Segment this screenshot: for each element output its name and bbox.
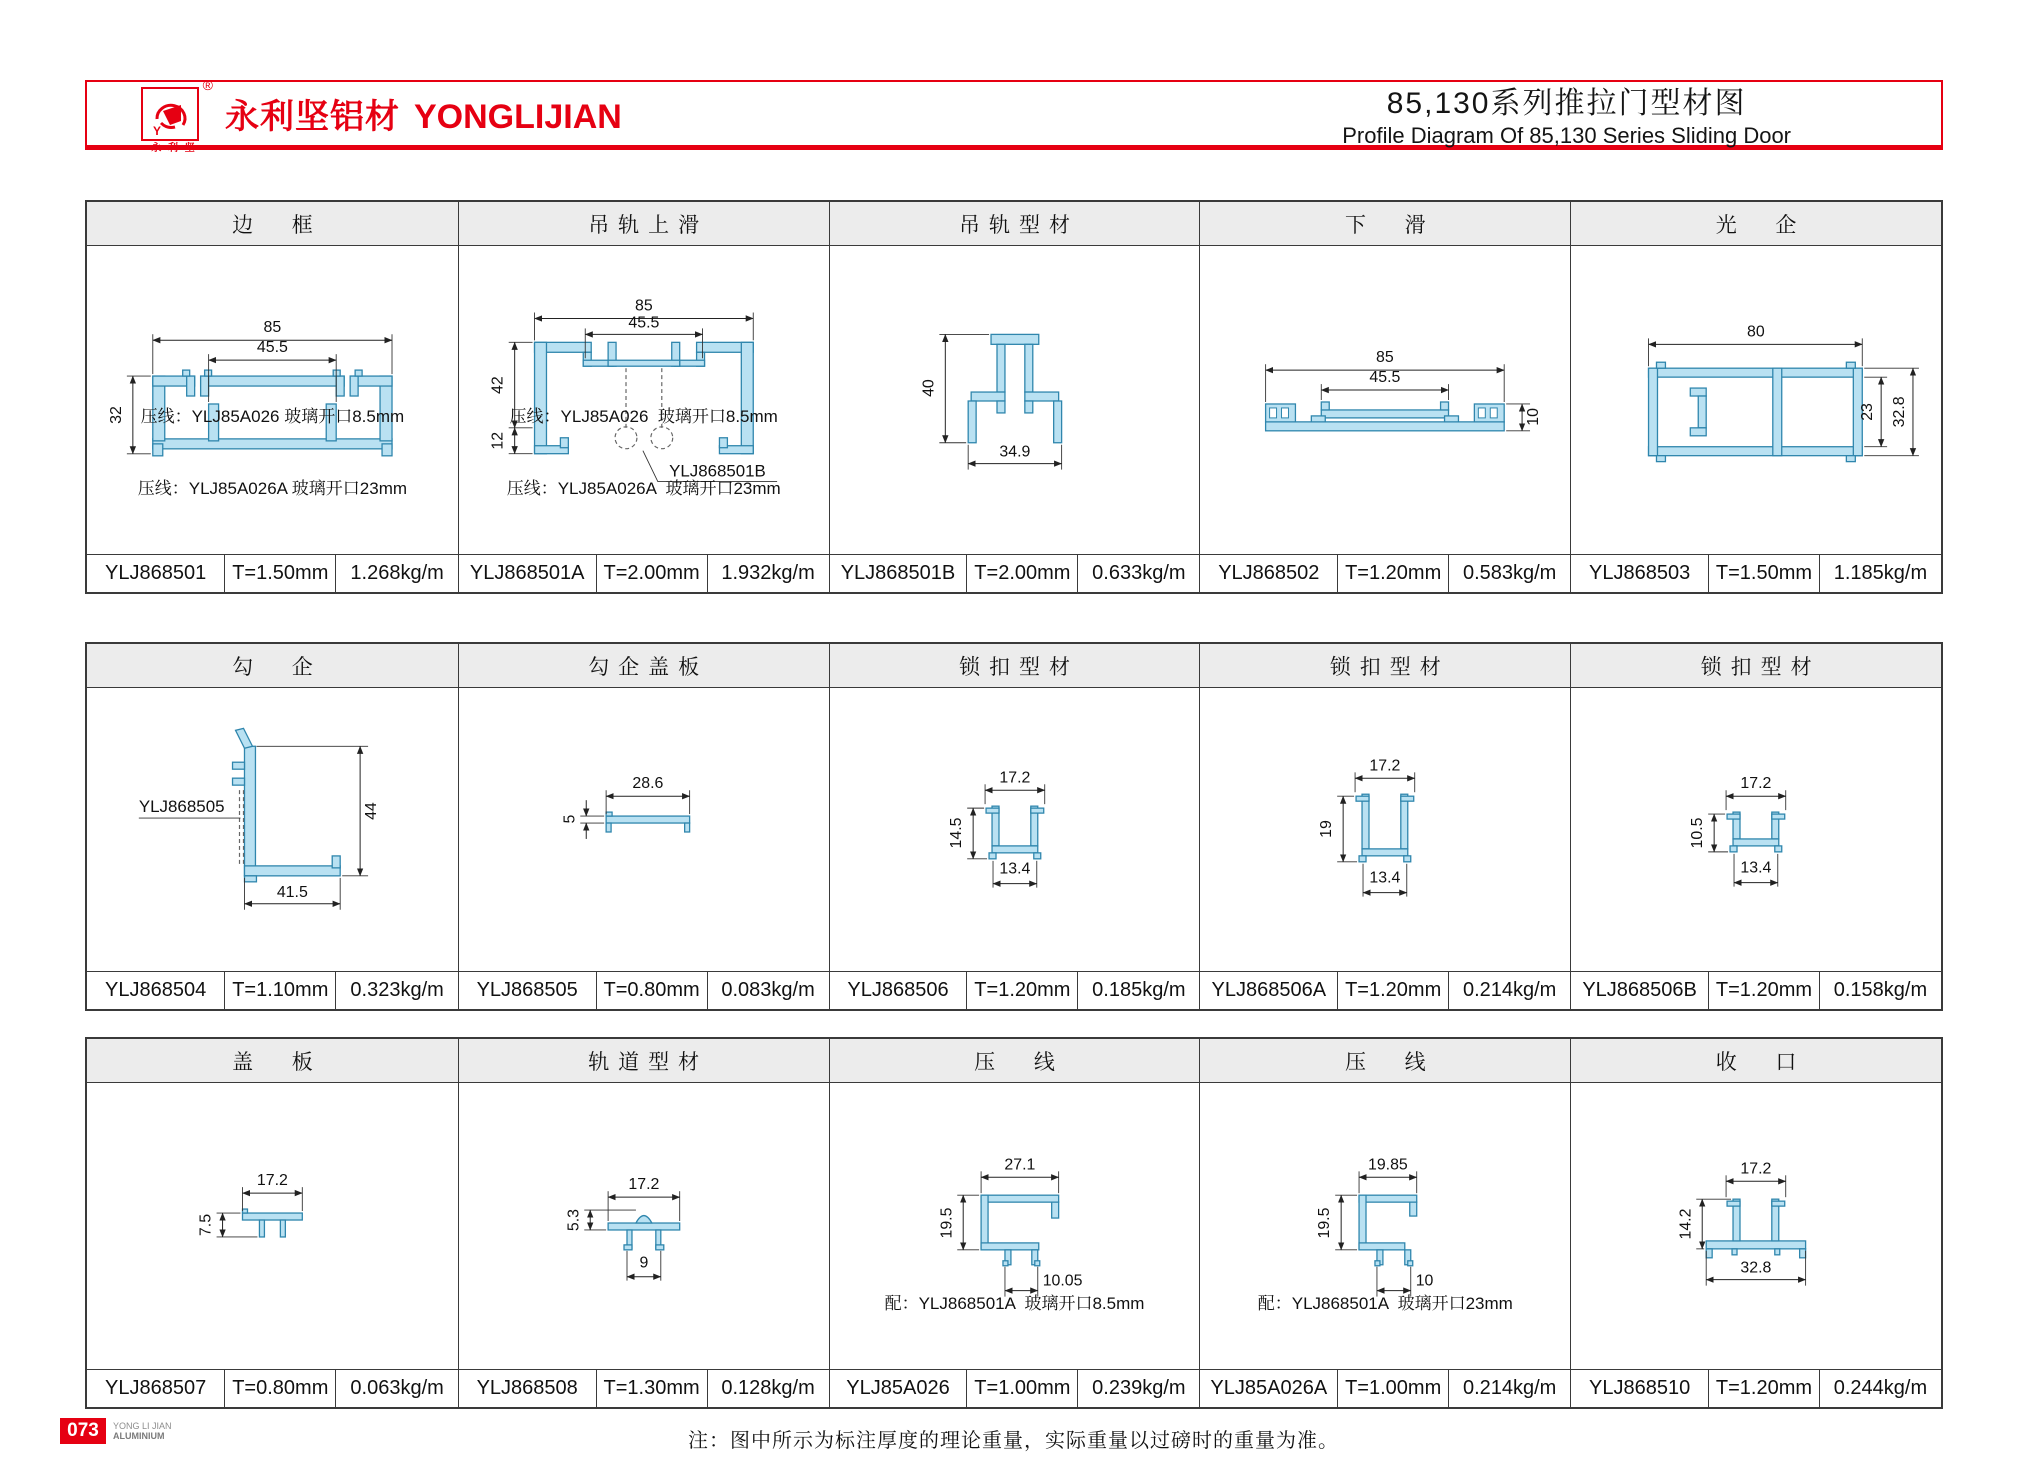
cell-title: 勾企盖板: [459, 644, 829, 688]
profile-cell-diaoGuiShangHua: [458, 202, 829, 592]
profile-drawing: [830, 246, 1200, 554]
cell-title: 盖 板: [87, 1039, 458, 1083]
thickness-value: T=1.00mm: [1337, 1370, 1448, 1407]
dim-label: 10: [1416, 1272, 1434, 1290]
page-header: [85, 76, 1943, 154]
dim-label: 34.9: [999, 443, 1030, 461]
model-code: YLJ85A026: [846, 1377, 950, 1399]
note-line: 压线：YLJ85A026 玻璃开口8.5mm: [509, 407, 778, 426]
dim-label: 10.5: [1689, 817, 1707, 849]
profile-cell-diaoGuiXingCai: [829, 202, 1200, 592]
model-code: YLJ868510: [1588, 1377, 1691, 1399]
dim-label: 19.85: [1368, 1156, 1409, 1174]
drawing-area: [1200, 1083, 1570, 1369]
thickness-value: T=1.20mm: [966, 972, 1077, 1009]
weight-disclaimer-note: 注：图中所示为标注厚度的理论重量，实际重量以过磅时的重量为准。: [688, 1430, 1339, 1452]
footer-brand-line2: ALUMINIUM: [113, 1431, 165, 1441]
dim-label: 17.2: [999, 769, 1030, 787]
weight-value: 0.633kg/m: [1077, 555, 1199, 592]
spec-row: [830, 971, 1200, 1009]
page-title-block: [1342, 78, 1791, 149]
cell-title: 吊轨上滑: [459, 202, 829, 246]
cell-notes: [830, 1244, 1200, 1364]
thickness-value: T=1.20mm: [1337, 555, 1448, 592]
profile-cell-yaXian1: [829, 1039, 1200, 1407]
logo-caption: 永 利 坚: [151, 142, 197, 154]
spec-row: [459, 554, 829, 592]
profile-shape: [1356, 794, 1414, 862]
profile-table-row1: [85, 200, 1943, 594]
dim-label: 85: [1376, 349, 1395, 367]
drawing-area: [87, 246, 458, 554]
spec-row: [1571, 1369, 1941, 1407]
cell-title: 光 企: [1571, 202, 1941, 246]
dim-label: 17.2: [1740, 1160, 1772, 1178]
dim-label: 23: [1859, 403, 1877, 421]
dim-label: 42: [489, 376, 507, 394]
spec-row: [830, 554, 1200, 592]
dim-label: 45.5: [628, 314, 660, 332]
weight-value: 0.158kg/m: [1819, 972, 1941, 1009]
dim-label: 9: [639, 1254, 649, 1272]
profile-drawing: [1571, 246, 1941, 554]
profile-shape: [1266, 402, 1505, 431]
thickness-value: T=1.10mm: [224, 972, 335, 1009]
model-code: YLJ868502: [1218, 562, 1320, 584]
profile-drawing: [1571, 688, 1941, 971]
profile-cell-gouQiGaiBan: [458, 644, 829, 1009]
dim-label: 41.5: [276, 883, 308, 901]
dim-label: 45.5: [1369, 369, 1401, 387]
spec-row: [830, 1369, 1200, 1407]
model-code: YLJ85A026A: [1210, 1377, 1328, 1399]
dim-label: 19.5: [937, 1207, 955, 1239]
cell-notes: [459, 357, 829, 549]
cell-title: 锁扣型材: [1571, 644, 1941, 688]
thickness-value: T=1.30mm: [596, 1370, 707, 1407]
profile-cell-suoKou2: [1199, 644, 1570, 1009]
profile-shape: [986, 806, 1044, 859]
model-code: YLJ868508: [476, 1377, 578, 1399]
dim-label: 40: [919, 379, 937, 397]
weight-value: 0.244kg/m: [1819, 1370, 1941, 1407]
thickness-value: T=1.20mm: [1708, 972, 1819, 1009]
drawing-area: [1571, 688, 1941, 971]
profile-cell-guiDaoXingCai: [458, 1039, 829, 1407]
spec-row: [1200, 554, 1570, 592]
dim-label: 17.2: [628, 1176, 660, 1194]
profile-drawing: [1200, 688, 1570, 971]
thickness-value: T=1.50mm: [224, 555, 335, 592]
profile-drawing: [1200, 246, 1570, 554]
model-code: YLJ868503: [1588, 562, 1691, 584]
cell-title: 锁扣型材: [1200, 644, 1570, 688]
thickness-value: T=1.20mm: [1708, 1370, 1819, 1407]
drawing-area: [830, 1083, 1200, 1369]
brand-logo: [141, 76, 213, 154]
drawing-area: [830, 688, 1200, 971]
profile-drawing: [459, 1083, 829, 1369]
weight-value: 0.583kg/m: [1448, 555, 1570, 592]
spec-row: [1200, 971, 1570, 1009]
dim-label: 32.8: [1740, 1259, 1772, 1277]
dim-label: 85: [263, 319, 282, 337]
dim-label: 10.05: [1042, 1272, 1083, 1290]
footer-brand-line1: YONG LI JIAN: [113, 1421, 172, 1431]
profile-drawing: [87, 688, 458, 971]
weight-value: 0.214kg/m: [1448, 972, 1570, 1009]
dim-label: 13.4: [1369, 869, 1401, 887]
thickness-value: T=1.00mm: [966, 1370, 1077, 1407]
model-code: YLJ868506B: [1582, 979, 1697, 1001]
profile-shape: [233, 728, 341, 882]
model-code: YLJ868506: [847, 979, 949, 1001]
drawing-area: [830, 246, 1200, 554]
note-line: 配：YLJ868501A 玻璃开口8.5mm: [884, 1294, 1145, 1313]
page-number-badge: 073: [60, 1418, 106, 1444]
profile-drawing: [87, 1083, 458, 1369]
model-code: YLJ868507: [104, 1377, 207, 1399]
cell-title: 下 滑: [1200, 202, 1570, 246]
spec-row: [459, 971, 829, 1009]
profile-shape: [1649, 362, 1863, 461]
note-line: 压线：YLJ85A026A 玻璃开口23mm: [137, 479, 408, 498]
thickness-value: T=1.20mm: [1337, 972, 1448, 1009]
profile-drawing: [1571, 1083, 1941, 1369]
registered-mark: ®: [202, 76, 213, 93]
brand-logo-icon: [143, 89, 197, 139]
dim-label: 17.2: [256, 1172, 288, 1190]
cell-title: 边 框: [87, 202, 458, 246]
thickness-value: T=0.80mm: [224, 1370, 335, 1407]
weight-value: 1.185kg/m: [1819, 555, 1941, 592]
drawing-area: [87, 1083, 458, 1369]
page-title-zh: 85,130系列推拉门型材图: [1386, 87, 1747, 120]
dim-label: 5.3: [565, 1208, 583, 1232]
cell-title: 收 口: [1571, 1039, 1941, 1083]
profile-cell-suoKou3: [1570, 644, 1941, 1009]
profile-cell-suoKou1: [829, 644, 1200, 1009]
note-line: 配：YLJ868501A 玻璃开口23mm: [1257, 1294, 1513, 1313]
drawing-area: [87, 688, 458, 971]
model-code: YLJ868501B: [840, 562, 956, 584]
model-code: YLJ868505: [476, 979, 578, 1001]
profile-table-row3: [85, 1037, 1943, 1409]
dim-label: 32.8: [1891, 396, 1909, 428]
drawing-area: [1200, 246, 1570, 554]
dim-label: 14.2: [1677, 1208, 1695, 1240]
dim-label: 19: [1318, 820, 1336, 838]
profile-shape: [606, 812, 690, 832]
dim-label: 85: [634, 297, 653, 315]
thickness-value: T=2.00mm: [966, 555, 1077, 592]
spec-row: [87, 554, 458, 592]
dim-label: 10: [1525, 408, 1543, 426]
dim-label: 80: [1747, 323, 1765, 341]
dim-label: 19.5: [1316, 1207, 1334, 1239]
spec-row: [1571, 554, 1941, 592]
cell-title: 吊轨型材: [830, 202, 1200, 246]
dim-label: 44: [363, 802, 381, 820]
dim-label: 27.1: [1003, 1156, 1035, 1174]
dim-label: 13.4: [999, 860, 1030, 878]
model-code: YLJ868504: [104, 979, 207, 1001]
cell-title: 锁扣型材: [830, 644, 1200, 688]
weight-value: 0.323kg/m: [335, 972, 457, 1009]
profile-table-row2: [85, 642, 1943, 1011]
dim-label: 5: [561, 814, 579, 824]
note-line: 压线：YLJ85A026 玻璃开口8.5mm: [140, 407, 405, 426]
drawing-area: [459, 246, 829, 554]
part-label: YLJ868501B: [668, 461, 766, 481]
spec-row: [1571, 971, 1941, 1009]
svg-text:Y: Y: [153, 123, 162, 138]
profile-cell-gouQi: [87, 644, 458, 1009]
brand-name-zh: 永利坚铝材: [225, 98, 400, 136]
profile-drawing: [830, 688, 1200, 971]
note-line: 压线：YLJ85A026A 玻璃开口23mm: [506, 479, 781, 498]
page-title-en: Profile Diagram Of 85,130 Series Sliding Door: [1342, 123, 1791, 148]
profile-shape: [242, 1209, 302, 1237]
dim-label: 28.6: [632, 775, 664, 793]
brand-name-en: YONGLIJIAN: [414, 98, 622, 136]
weight-value: 0.083kg/m: [707, 972, 829, 1009]
part-label: YLJ868505: [138, 797, 225, 817]
weight-value: 1.268kg/m: [335, 555, 457, 592]
drawing-area: [459, 688, 829, 971]
model-code: YLJ868501: [104, 562, 207, 584]
brand-name: [225, 89, 622, 138]
thickness-value: T=1.50mm: [1708, 555, 1819, 592]
profile-cell-gaiBan: [87, 1039, 458, 1407]
profile-drawing: [459, 688, 829, 971]
profile-shape: [968, 334, 1061, 442]
cell-notes: [87, 357, 458, 549]
dim-label: 45.5: [256, 339, 288, 357]
dim-label: 17.2: [1369, 757, 1401, 775]
profile-shape: [1706, 1199, 1805, 1258]
spec-row: [87, 1369, 458, 1407]
thickness-value: T=2.00mm: [596, 555, 707, 592]
cell-title: 压 线: [1200, 1039, 1570, 1083]
model-code: YLJ868506A: [1211, 979, 1327, 1001]
dim-label: 32: [107, 406, 125, 424]
cell-title: 勾 企: [87, 644, 458, 688]
drawing-area: [1571, 246, 1941, 554]
weight-value: 1.932kg/m: [707, 555, 829, 592]
spec-row: [1200, 1369, 1570, 1407]
weight-value: 0.239kg/m: [1077, 1370, 1199, 1407]
model-code: YLJ868501A: [469, 562, 585, 584]
profile-cell-guangQi: [1570, 202, 1941, 592]
profile-cell-xiaHua: [1199, 202, 1570, 592]
dim-label: 13.4: [1740, 859, 1772, 877]
profile-cell-bianKuang: [87, 202, 458, 592]
thickness-value: T=0.80mm: [596, 972, 707, 1009]
drawing-area: [1571, 1083, 1941, 1369]
profile-shape: [608, 1216, 680, 1250]
weight-value: 0.214kg/m: [1448, 1370, 1570, 1407]
drawing-area: [459, 1083, 829, 1369]
spec-row: [87, 971, 458, 1009]
profile-cell-yaXian2: [1199, 1039, 1570, 1407]
cell-title: 轨道型材: [459, 1039, 829, 1083]
cell-title: 压 线: [830, 1039, 1200, 1083]
weight-value: 0.063kg/m: [335, 1370, 457, 1407]
profile-cell-shouKou: [1570, 1039, 1941, 1407]
dim-label: 17.2: [1740, 775, 1772, 793]
dim-label: 14.5: [947, 817, 965, 849]
dim-label: 12: [489, 431, 507, 450]
cell-notes: [1200, 1244, 1570, 1364]
dim-label: 7.5: [197, 1213, 215, 1237]
weight-value: 0.185kg/m: [1077, 972, 1199, 1009]
weight-value: 0.128kg/m: [707, 1370, 829, 1407]
drawing-area: [1200, 688, 1570, 971]
spec-row: [459, 1369, 829, 1407]
profile-shape: [1727, 812, 1785, 852]
